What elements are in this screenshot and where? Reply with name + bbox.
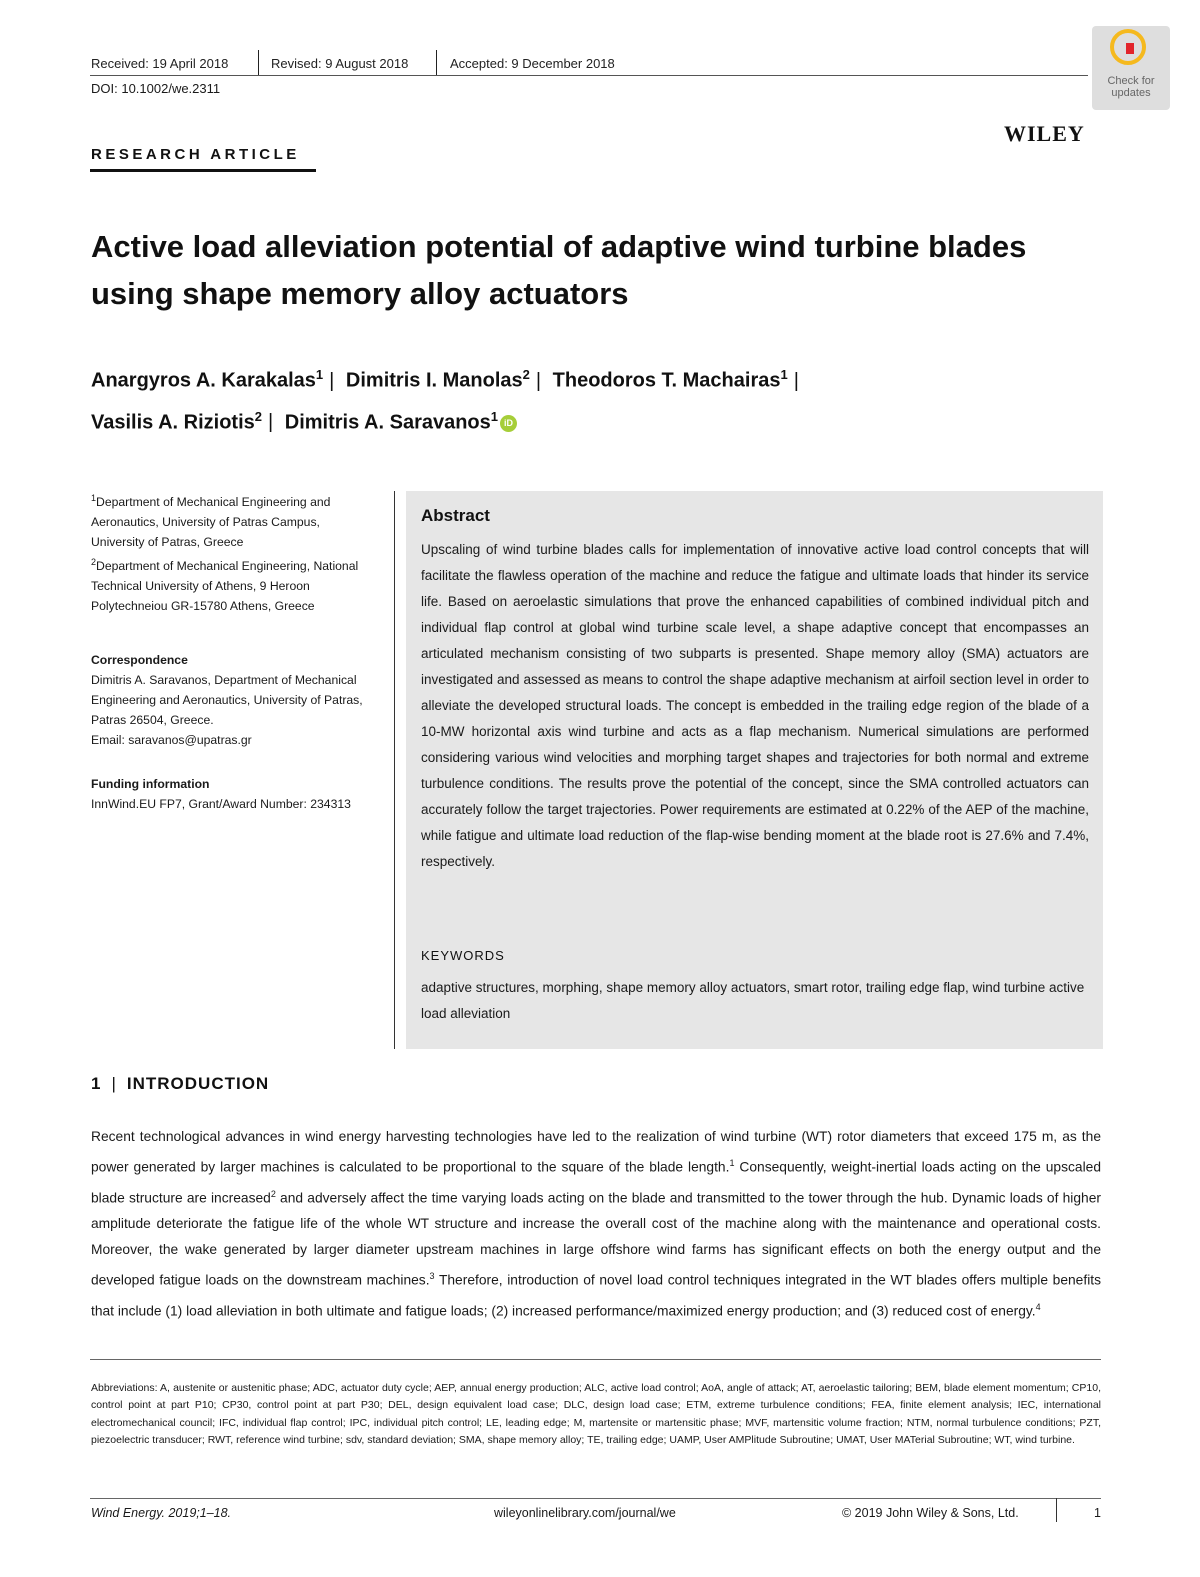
- correspondence: [91, 650, 376, 750]
- bookmark-icon: [1126, 43, 1134, 54]
- keywords-heading: KEYWORDS: [421, 948, 505, 963]
- publisher-logo: WILEY: [1004, 121, 1085, 146]
- funding-text: InnWind.EU FP7, Grant/Award Number: 234313: [91, 797, 351, 811]
- orcid-icon[interactable]: iD: [500, 415, 517, 432]
- footer-divider: [1056, 1498, 1057, 1522]
- header-divider: [258, 50, 259, 76]
- author-line-2: [91, 399, 1091, 441]
- page-number: 1: [1094, 1506, 1101, 1520]
- correspondence-email[interactable]: Email: saravanos@upatras.gr: [91, 733, 252, 747]
- reference-link[interactable]: 3: [429, 1271, 435, 1282]
- journal-citation: Wind Energy. 2019;1–18.: [91, 1506, 232, 1520]
- author-affiliation: 2: [522, 367, 530, 382]
- article-title: Active load alleviation potential of adaptive wind turbine blades using shape memory alloy actuators: [91, 229, 1027, 311]
- introduction-paragraph: Recent technological advances in wind energy harvesting technologies have led to the realization of wind turbine (WT) rotor diameters that exceed 175 m, as the power generated by larger machines is calculated to be proportional to the square of the blade length.$^1$ Consequently, weight-inertial loads acting on the upscaled blade structure are increased$^2$ and adversely affect the time varying loads acting on the blade and transmitted to the tower through the hub. Dynamic loads of higher amplitude deteriorate the fatigue life of the whole WT structure and increase the overall cost of the machine along with the maintenance and operational costs. Moreover, the wake generated by larger diameter upstream machines in large offshore wind farms has significant effects on both the energy output and the developed fatigue loads on the downstream machines.$^3$ Therefore, introduction of novel load control techniques integrated in the WT blades offers multiple benefits that include (1) load alleviation in both ultimate and fatigue loads; (2) increased performance/maximized energy production; and (3) reduced cost of energy.$^4$: [91, 1129, 1101, 1319]
- article-type: RESEARCH ARTICLE: [91, 146, 300, 163]
- author-separator: |: [329, 369, 335, 392]
- badge-label: Check for updates: [1107, 75, 1155, 99]
- keywords-list: adaptive structures, morphing, shape memory alloy actuators, smart rotor, trailing edge flap, wind turbine active load alleviation: [421, 980, 1085, 1021]
- correspondence-heading: Correspondence: [91, 653, 188, 667]
- reference-link[interactable]: 4: [1035, 1301, 1041, 1312]
- author-separator: |: [535, 369, 542, 392]
- article-type-underline: [90, 169, 316, 172]
- copyright: © 2019 John Wiley & Sons, Ltd.: [842, 1506, 1019, 1520]
- column-divider: [394, 491, 395, 1049]
- correspondence-text: Dimitris A. Saravanos, Department of Mechanical Engineering and Aeronautics, University of Patras, Patras 26504, Greece.: [91, 673, 363, 727]
- accepted-date: Accepted: 9 December 2018: [450, 56, 615, 71]
- reference-link[interactable]: 1: [729, 1158, 735, 1168]
- author-affiliation: 2: [254, 408, 262, 424]
- check-for-updates-badge[interactable]: [1092, 26, 1170, 110]
- author-affiliation: 1: [315, 367, 324, 382]
- author-name[interactable]: Dimitris A. Saravanos: [284, 411, 491, 434]
- affiliation-2: $^2$Department of Mechanical Engineering, National Technical University of Athens, 9 Heroon Polytechneiou GR-15780 Athens, Greece: [91, 557, 359, 614]
- doi[interactable]: DOI: 10.1002/we.2311: [91, 81, 221, 96]
- journal-url[interactable]: wileyonlinelibrary.com/journal/we: [494, 1506, 676, 1520]
- author-line-1: [91, 357, 1091, 399]
- author-name[interactable]: Anargyros A. Karakalas: [91, 369, 316, 392]
- abstract-heading: Abstract: [421, 506, 490, 525]
- author-name[interactable]: Theodoros T. Machairas: [552, 369, 781, 392]
- header-rule: [90, 75, 1088, 76]
- revised-date: Revised: 9 August 2018: [271, 56, 409, 71]
- abstract-box: [406, 491, 1103, 1049]
- author-affiliation: 1: [490, 408, 499, 424]
- author-separator: |: [793, 369, 799, 392]
- abbreviations: Abbreviations: A, austenite or austenitic phase; ADC, actuator duty cycle; AEP, annual energy production; ALC, active load control; AoA, angle of attack; AT, aeroelastic tailoring; BEM, blade element momentum; CP10, control point at part P10; CP30, control point at part P30; DEL, design equivalent load case; DLC, design load case; ETM, extreme turbulence conditions; FEA, finite element analysis; IEC, international electromechanical council; IFC, individual flap control; IPC, individual pitch control; LE, leading edge; M, martensite or martensitic phase; MVF, martensitic volume fraction; NTM, normal turbulence conditions; PZT, piezoelectric transducer; RWT, reference wind turbine; sdv, standard deviation; SMA, shape memory alloy; TE, trailing edge; UAMP, User AMPlitude Subroutine; UMAT, User MATerial Subroutine; WT, wind turbine.: [91, 1382, 1101, 1446]
- header-divider: [436, 50, 437, 76]
- funding-heading: Funding information: [91, 777, 210, 791]
- section-heading: [91, 1074, 269, 1094]
- section-separator: |: [111, 1074, 117, 1093]
- abbreviations-rule: [90, 1359, 1101, 1360]
- author-name[interactable]: Dimitris I. Manolas: [345, 369, 523, 392]
- reference-link[interactable]: 2: [270, 1188, 276, 1199]
- section-title: INTRODUCTION: [126, 1074, 270, 1093]
- abstract-body: Upscaling of wind turbine blades calls for implementation of innovative active load control concepts that will facilitate the flawless operation of the machine and reduce the fatigue and ultimate loads that hinder its service life. Based on aeroelastic simulations that prove the enhanced capabilities of combined individual pitch and individual flap control at global wind turbine scale level, a shape adaptive concept that encompasses an articulated mechanism consisting of two subparts is presented. Shape memory alloy (SMA) actuators are investigated and assessed as means to control the shape adaptive mechanism at airfoil section level in order to alleviate the developed structural loads. The concept is embedded in the trailing edge region of the blade of a 10-MW horizontal axis wind turbine and acts as a flap mechanism. Numerical simulations are performed considering various wind velocities and morphing target shapes and trajectories for both normal and extreme turbulence conditions. The results prove the potential of the concept, since the SMA controlled actuators can accurately follow the target trajectories. Power requirements are estimated at 0.22% of the AEP of the machine, while fatigue and ultimate load reduction of the flap-wise bending moment at the blade root is 27.6% and 7.4%, respectively.: [421, 542, 1089, 869]
- author-affiliation: 1: [780, 367, 788, 382]
- section-number: 1: [91, 1074, 102, 1093]
- footer-rule: [90, 1498, 1101, 1499]
- author-name[interactable]: Vasilis A. Riziotis: [91, 411, 255, 434]
- author-list: [91, 357, 1091, 440]
- affiliations: [91, 488, 376, 616]
- funding: [91, 774, 376, 814]
- received-date: Received: 19 April 2018: [91, 56, 229, 71]
- check-updates-icon: [1110, 29, 1146, 65]
- affiliation-1: $^1$Department of Mechanical Engineering and Aeronautics, University of Patras Campus, University of Patras, Greece: [91, 493, 331, 550]
- author-separator: |: [268, 411, 274, 434]
